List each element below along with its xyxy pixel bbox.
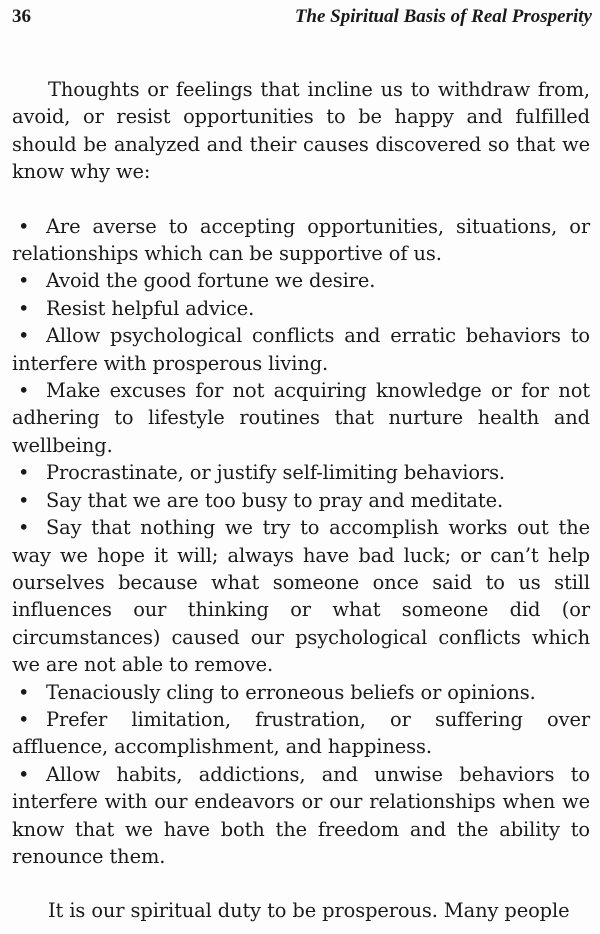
list-item xyxy=(12,267,590,294)
book-title: The Spiritual Basis of Real Prosperity xyxy=(294,6,592,27)
bullet-icon: • xyxy=(18,680,30,704)
bullet-icon: • xyxy=(18,516,30,540)
list-item-text: Prefer limitation, frustration, or suffering over affluence, accomplishment, and happiness. xyxy=(12,707,590,759)
bullet-icon: • xyxy=(18,296,30,320)
list-item-text: Make excuses for not acquiring knowledge or for not adhering to lifestyle routines that nurture health and wellbeing. xyxy=(12,379,590,457)
list-item xyxy=(12,295,590,322)
list-item-text: Resist helpful advice. xyxy=(46,296,255,320)
list-item xyxy=(12,322,590,377)
list-item xyxy=(12,706,590,761)
list-item xyxy=(12,487,590,514)
bullet-icon: • xyxy=(18,707,30,731)
list-item xyxy=(12,679,590,706)
bullet-list xyxy=(12,213,590,871)
list-item-text: Allow psychological conflicts and erratic behaviors to interfere with prosperous living. xyxy=(12,324,590,375)
list-item-text: Tenaciously cling to erroneous beliefs or opinions. xyxy=(46,680,536,704)
bullet-icon: • xyxy=(18,214,30,238)
list-item-text: Avoid the good fortune we desire. xyxy=(46,269,376,293)
bullet-icon: • xyxy=(18,762,30,786)
intro-paragraph: Thoughts or feelings that incline us to withdraw from, avoid, or resist opportunities to be happy and fulfilled should be analyzed and their causes discovered so that we know why we: xyxy=(12,78,590,184)
list-item-text: Are averse to accepting opportunities, situations, or relationships which can be supportive of us. xyxy=(12,214,590,266)
bullet-icon: • xyxy=(18,269,30,293)
page-number: 36 xyxy=(12,6,31,27)
list-item xyxy=(12,761,590,871)
closing-paragraph: It is our spiritual duty to be prosperous. Many people xyxy=(48,899,570,923)
list-item-text: Say that nothing we try to accomplish works out the way we hope it will; always have bad luck; or can’t help ourselves because what someone once said to us still influences our thinking or what someone did (or circumstances) caused our psychological conflicts which we are not able to remove. xyxy=(12,516,590,677)
list-item xyxy=(12,377,590,459)
list-item xyxy=(12,213,590,268)
page-body xyxy=(12,76,590,925)
list-item-text: Allow habits, addictions, and unwise behaviors to interfere with our endeavors or our relationships when we know that we have both the freedom and the ability to renounce them. xyxy=(12,762,590,868)
list-item-text: Procrastinate, or justify self-limiting behaviors. xyxy=(46,461,505,485)
running-header xyxy=(12,6,592,28)
list-item xyxy=(12,459,590,486)
bullet-icon: • xyxy=(18,379,30,403)
bullet-icon: • xyxy=(18,324,30,348)
list-item-text: Say that we are too busy to pray and meditate. xyxy=(46,488,504,512)
list-item xyxy=(12,514,590,678)
bullet-icon: • xyxy=(18,488,30,512)
bullet-icon: • xyxy=(18,461,30,485)
